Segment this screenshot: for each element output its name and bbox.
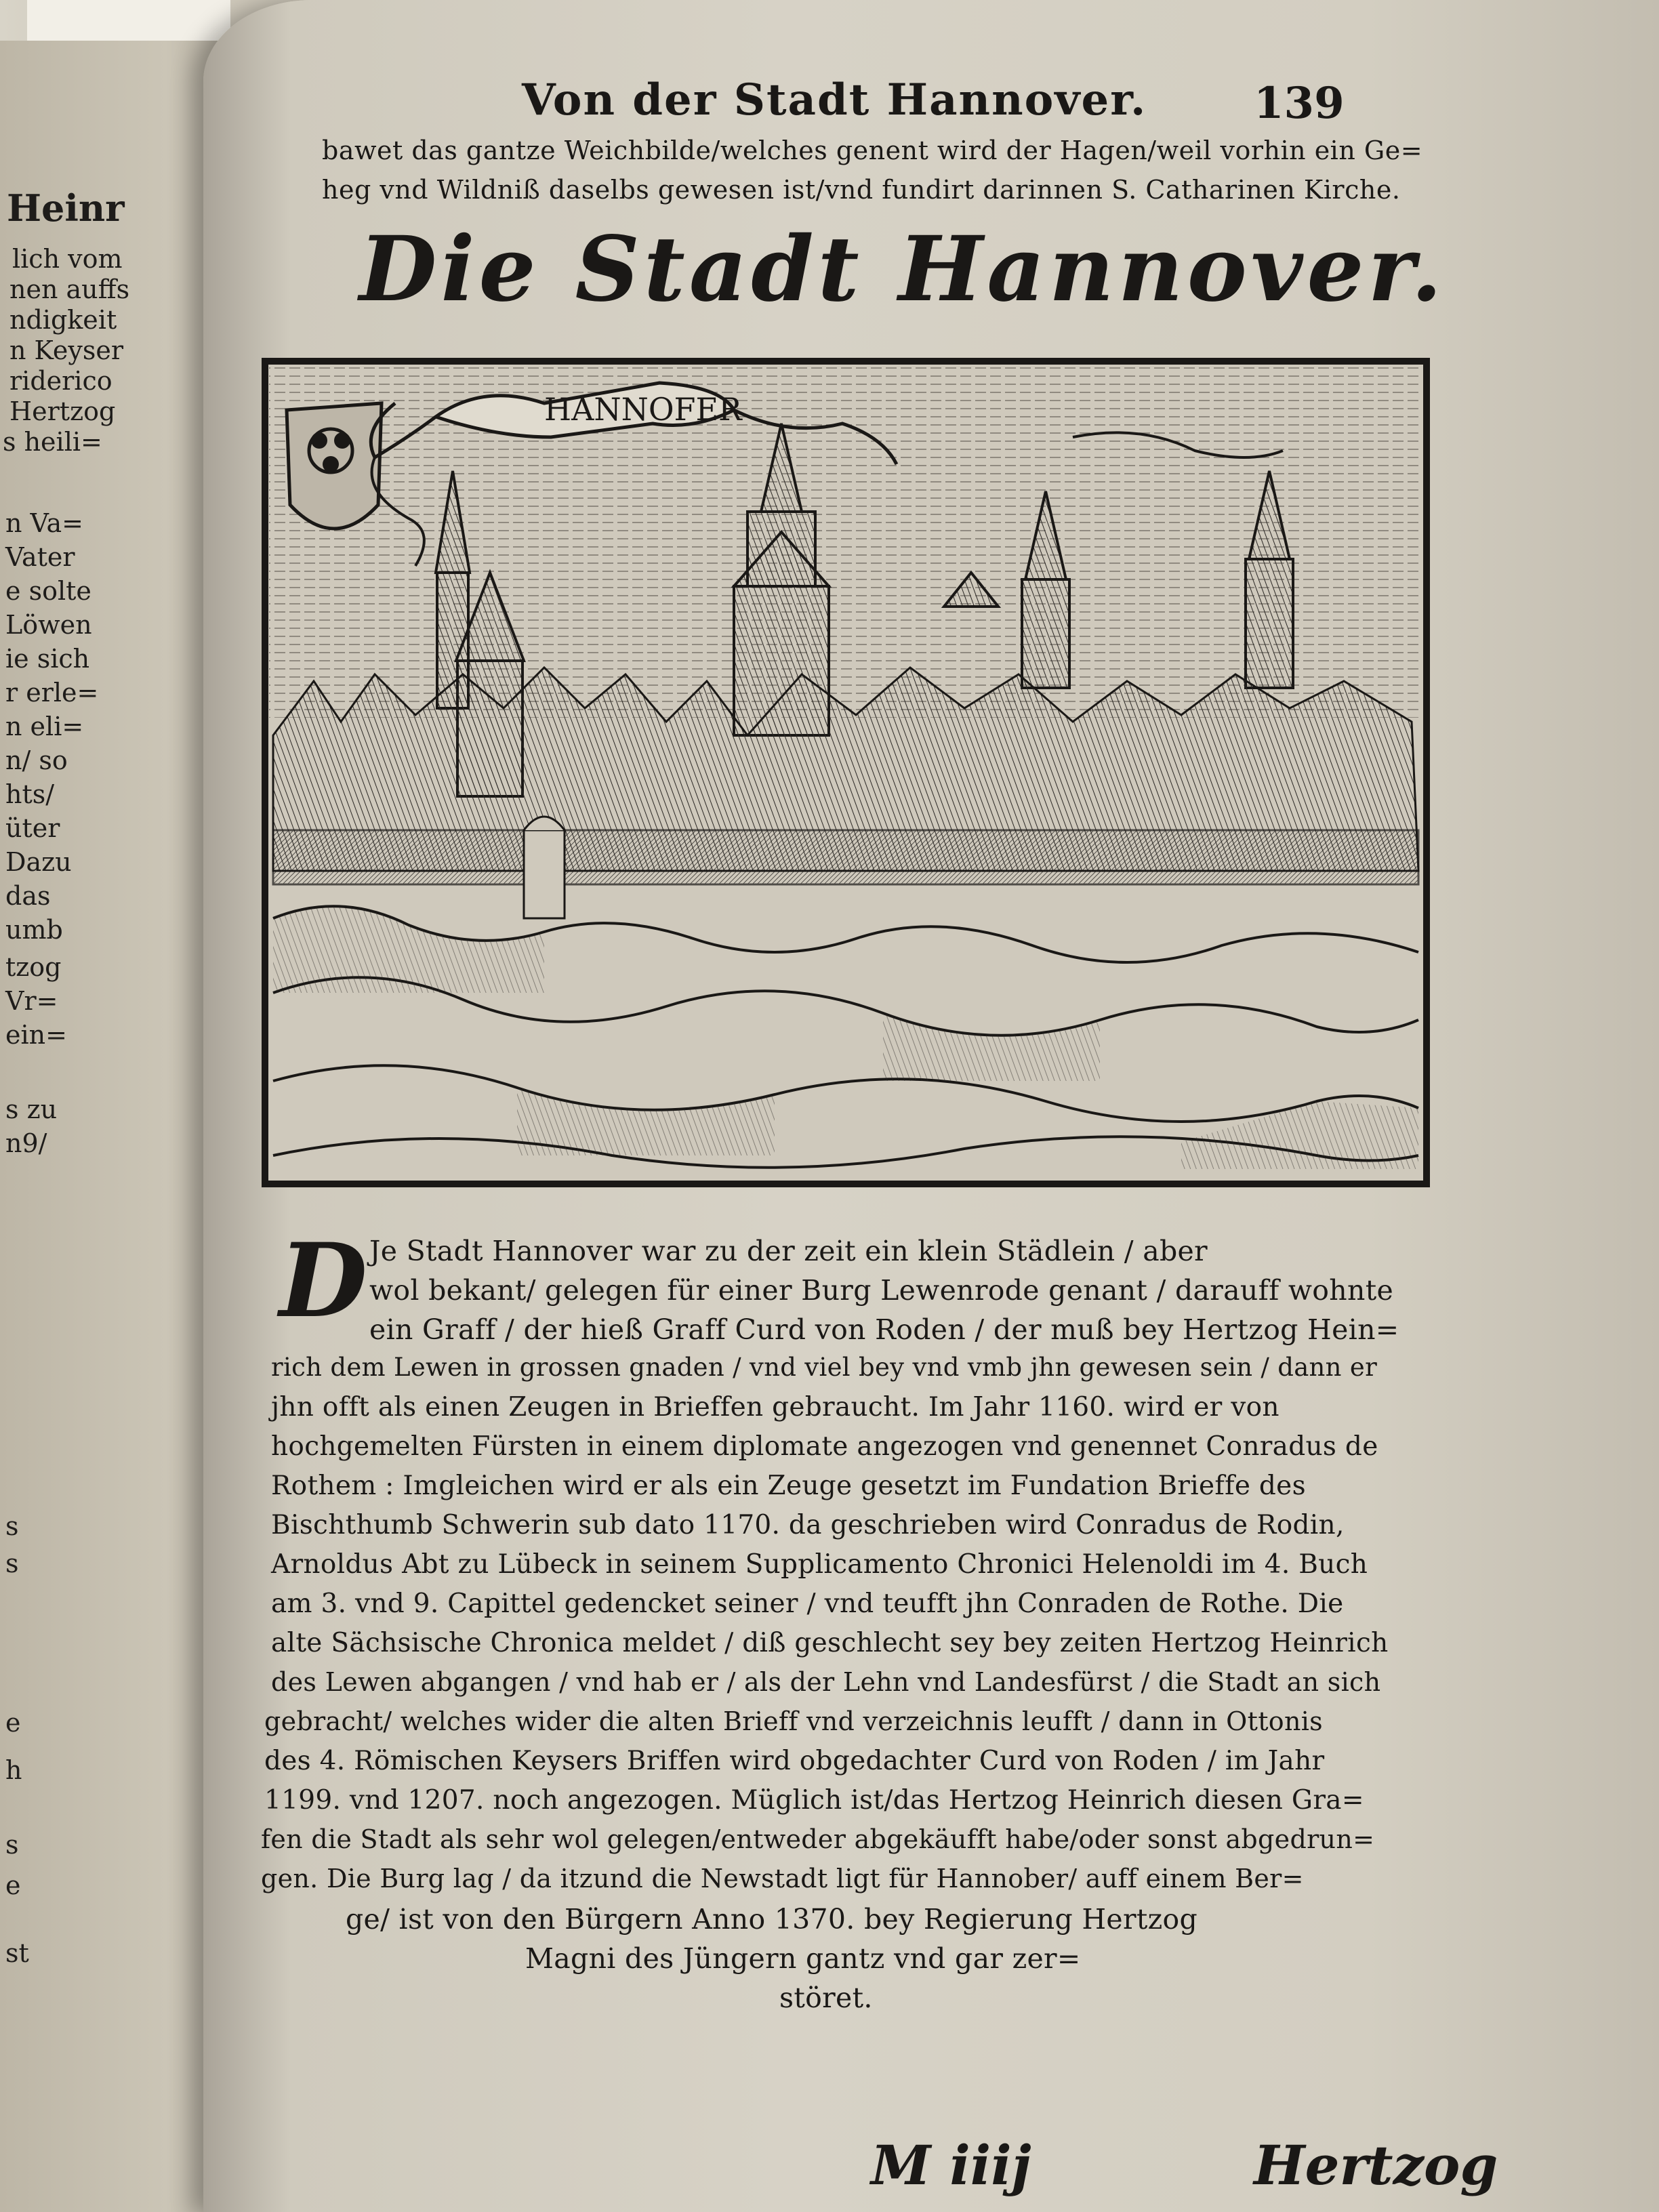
banner-label: HANNOFER [544,391,742,428]
body-line: des 4. Römischen Keysers Briffen wird obgedachter Curd von Roden / im Jahr [264,1746,1325,1776]
body-line: Je Stadt Hannover war zu der zeit ein klein Städlein / aber [369,1235,1208,1267]
left-line: n Keyser [9,335,124,365]
left-line: ndigkeit [9,305,117,335]
left-line: n/ so [5,745,68,775]
body-line: hochgemelten Fürsten in einem diplomate angezogen vnd genennet Conradus de [271,1431,1378,1462]
left-line: hts/ [5,779,55,809]
woodcut-city-view [260,356,1432,1189]
body-line: Magni des Jüngern gantz vnd gar zer= [525,1942,1081,1975]
intro-line: bawet das gantze Weichbilde/welches genent wird der Hagen/weil vorhin ein Ge= [322,136,1423,165]
body-line: störet. [779,1982,873,2014]
body-line: ein Graff / der hieß Graff Curd von Roden / der muß bey Hertzog Hein= [369,1313,1399,1346]
left-line: n Va= [5,508,84,538]
left-line: Vater [5,542,75,572]
intro-line: heg vnd Wildniß daselbs gewesen ist/vnd fundirt darinnen S. Catharinen Kirche. [322,175,1401,205]
left-line: das [5,881,51,911]
left-line: umb [5,915,63,945]
left-line: e [5,1870,21,1900]
left-line: s zu [5,1094,58,1124]
left-line: s [5,1830,19,1860]
body-line: gebracht/ welches wider die alten Brieff vnd verzeichnis leufft / dann in Ottonis [264,1706,1323,1736]
left-line: s [5,1511,19,1541]
left-line: e [5,1708,21,1738]
body-line: fen die Stadt als sehr wol gelegen/entweder abgekäufft habe/oder sonst abgedrun= [261,1824,1375,1854]
left-line: ein= [5,1020,67,1050]
left-line: Dazu [5,847,72,877]
body-line: Rothem : Imgleichen wird er als ein Zeuge gesetzt im Fundation Brieffe des [271,1471,1306,1501]
left-line: tzog [5,952,62,982]
left-line: Vr= [5,986,58,1016]
catchword: Hertzog [1254,2133,1498,2197]
left-line: s heili= [3,427,102,457]
paper-corner [27,0,230,41]
left-line: h [5,1755,22,1785]
body-line: des Lewen abgangen / vnd hab er / als der Lehn vnd Landesfürst / die Stadt an sich [271,1667,1381,1697]
left-line: üter [5,813,60,843]
drop-cap: D [279,1221,368,1340]
page-title: Die Stadt Hannover. [359,217,1446,322]
left-line: riderico [9,366,112,396]
body-line: wol bekant/ gelegen für einer Burg Lewenrode genant / darauff wohnte [369,1274,1394,1307]
body-line: rich dem Lewen in grossen gnaden / vnd viel bey vnd vmb jhn gewesen sein / dann er [271,1353,1378,1382]
left-line: r erle= [5,678,99,708]
page-number: 139 [1254,78,1345,129]
left-line: lich vom [12,244,123,274]
coat-of-arms-icon [287,403,382,529]
left-line: s [5,1549,19,1578]
body-line: jhn offt als einen Zeugen in Brieffen gebraucht. Im Jahr 1160. wird er von [271,1392,1279,1422]
left-line: n9/ [5,1128,47,1158]
left-line: Heinr [7,186,125,230]
body-line: Arnoldus Abt zu Lübeck in seinem Supplicamento Chronici Helenoldi im 4. Buch [271,1549,1368,1580]
left-line: ie sich [5,644,90,674]
body-line: gen. Die Burg lag / da itzund die Newstadt ligt für Hannober/ auff einem Ber= [261,1864,1304,1893]
body-line: Bischthumb Schwerin sub dato 1170. da geschrieben wird Conradus de Rodin, [271,1510,1345,1540]
left-line: st [5,1938,29,1968]
body-line: alte Sächsische Chronica meldet / diß geschlecht sey bey zeiten Hertzog Heinrich [271,1628,1389,1658]
left-line: e solte [5,576,91,606]
body-line: 1199. vnd 1207. noch angezogen. Müglich ist/das Hertzog Heinrich diesen Gra= [264,1785,1364,1816]
body-line: ge/ ist von den Bürgern Anno 1370. bey Regierung Hertzog [346,1903,1198,1936]
signature-mark: M iiij [871,2133,1031,2197]
left-line: n eli= [5,712,84,741]
body-line: am 3. vnd 9. Capittel gedencket seiner / vnd teufft jhn Conraden de Rothe. Die [271,1589,1344,1619]
running-head: Von der Stadt Hannover. [522,75,1147,125]
left-line: Löwen [5,610,92,640]
left-line: Hertzog [9,396,116,426]
left-line: nen auffs [9,274,130,304]
